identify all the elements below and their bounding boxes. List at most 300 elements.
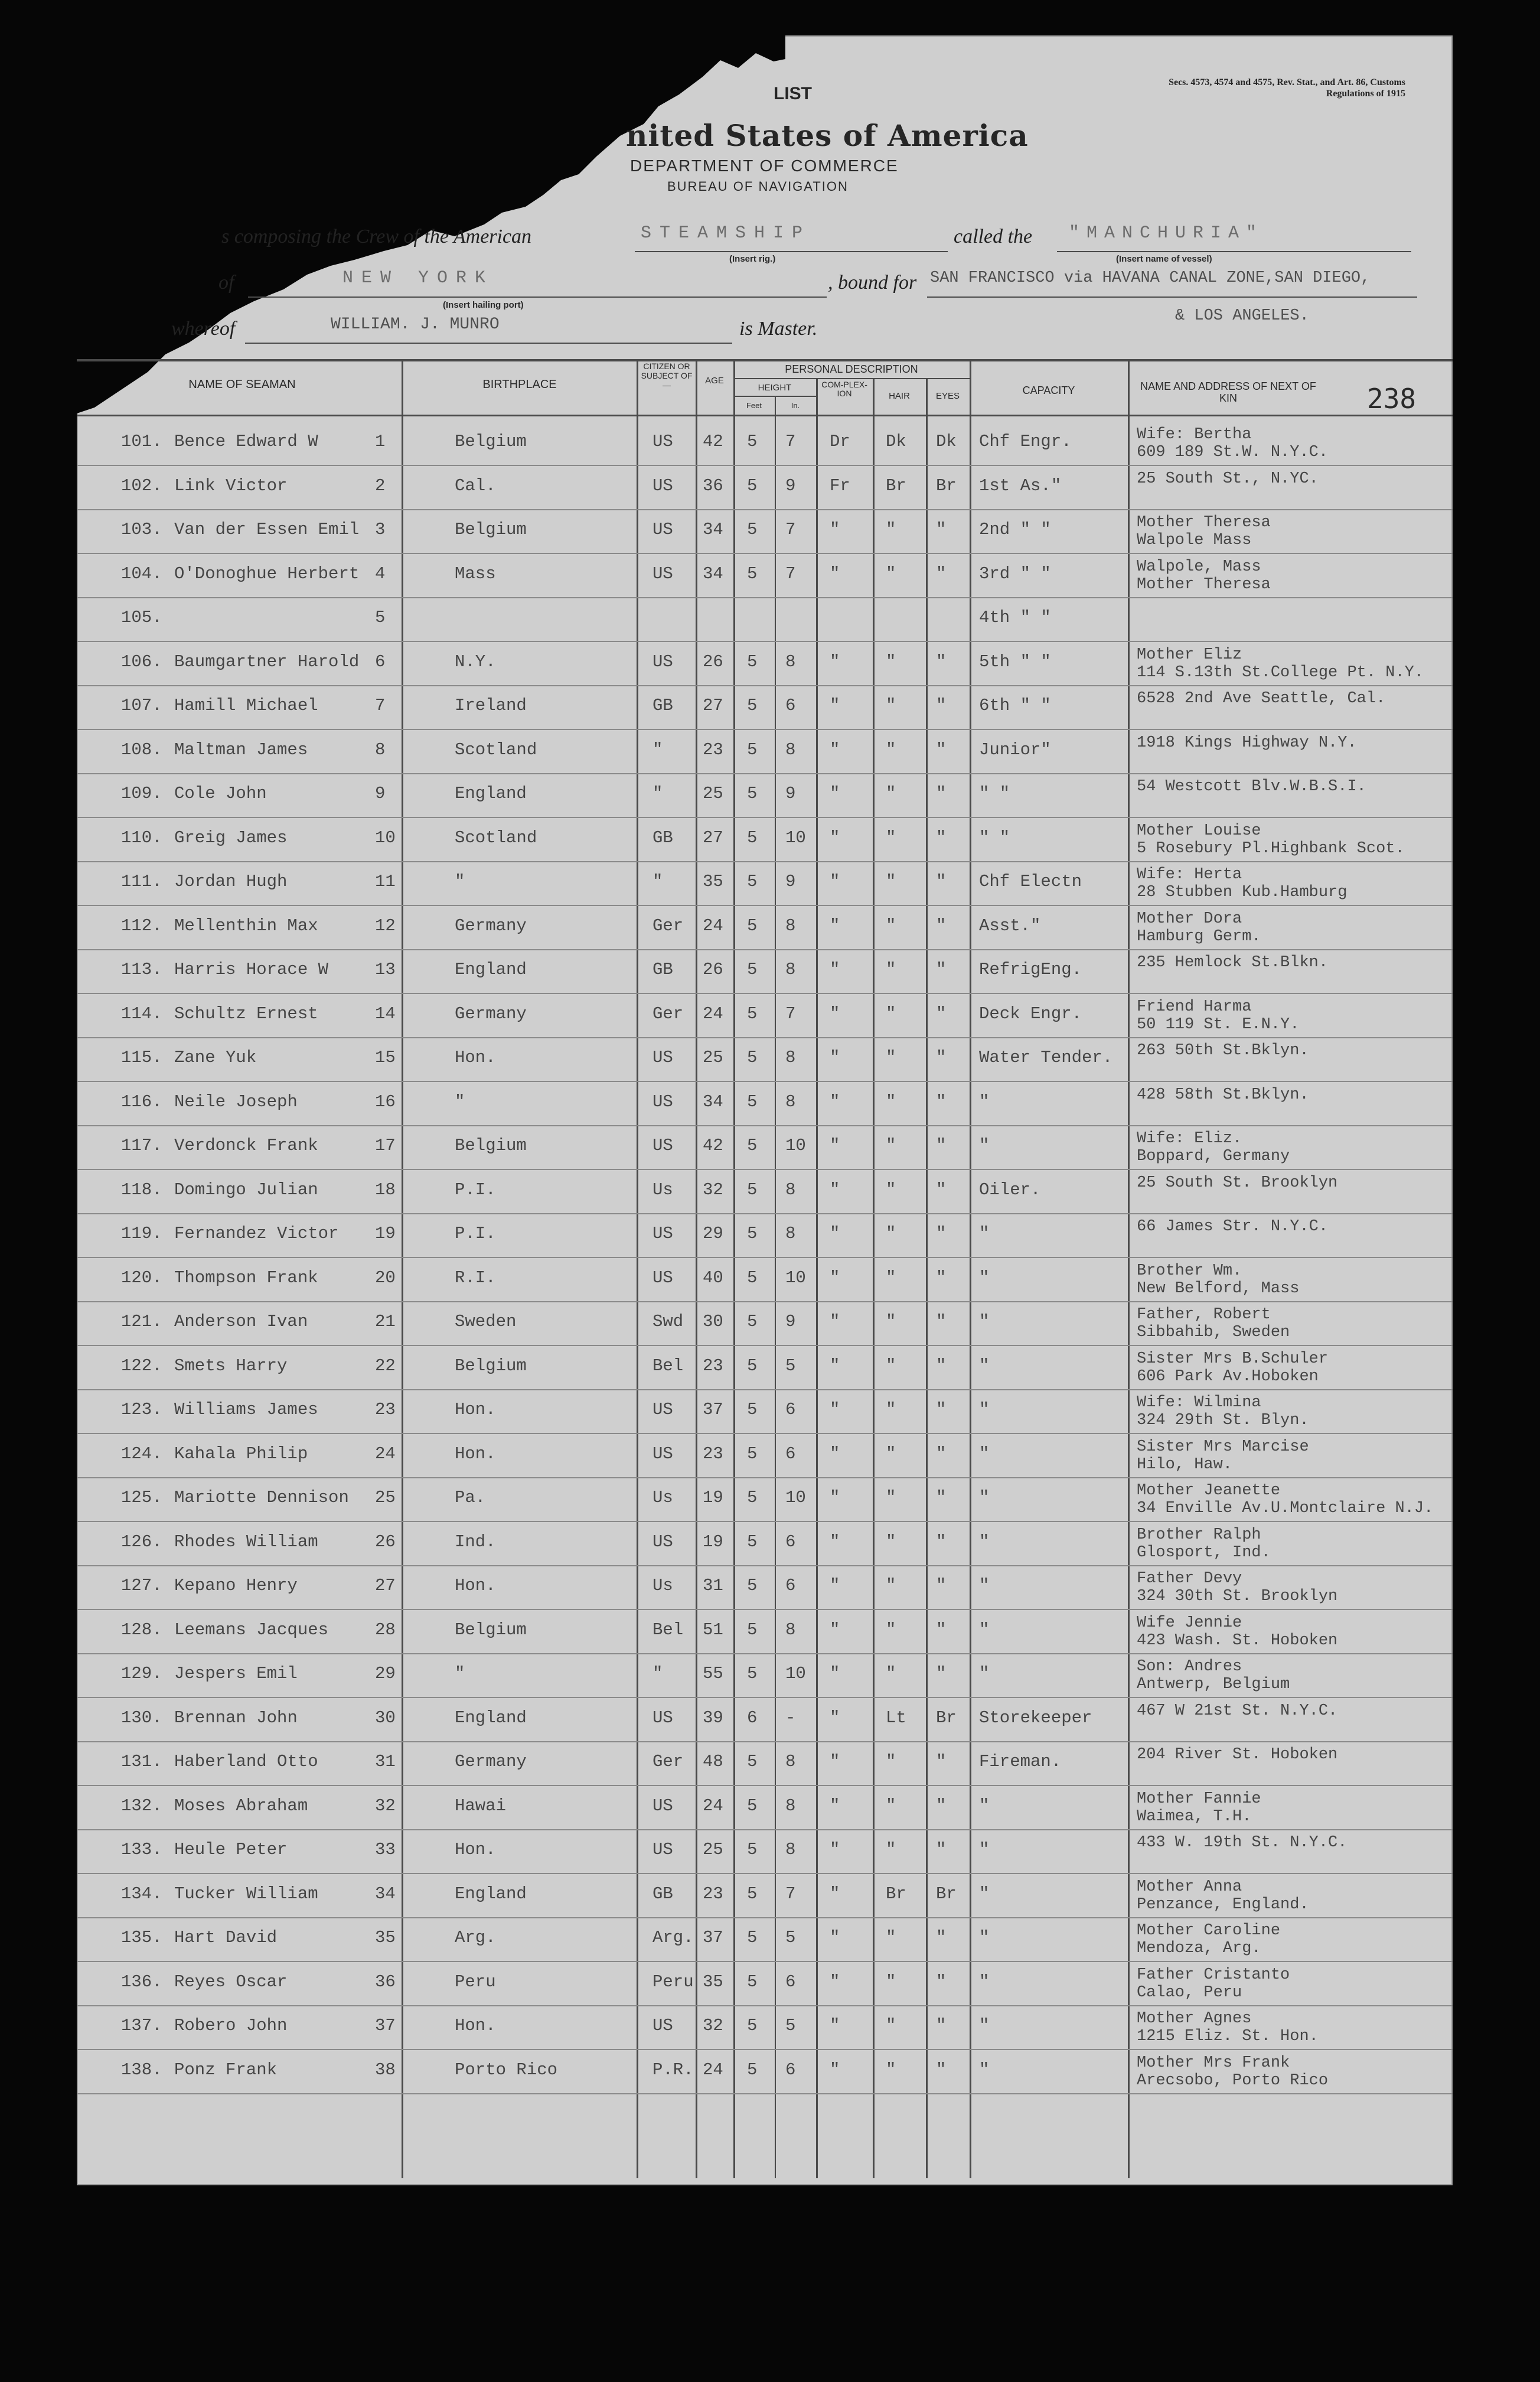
seaman-name: Robero John [174, 2016, 288, 2035]
seaman-name: Jordan Hugh [174, 872, 288, 891]
birthplace: P.I. [455, 1179, 496, 1200]
height-inches: 6 [785, 696, 796, 715]
crew-table [77, 422, 1453, 2176]
col-capacity: CAPACITY [1022, 384, 1075, 396]
table-row [77, 1390, 1453, 1434]
seaman-name: Maltman James [174, 739, 308, 760]
master-name: WILLIAM. J. MUNRO [331, 315, 500, 334]
height-feet: 5 [747, 432, 758, 451]
capacity: Junior" [979, 739, 1051, 760]
next-of-kin-line-2: Hamburg Germ. [1137, 927, 1261, 946]
birthplace: P.I. [455, 1224, 496, 1243]
is-master-label: is Master. [739, 318, 818, 340]
birthplace: Pa. [455, 1488, 486, 1507]
height-inches: 8 [785, 1752, 796, 1771]
capacity: 5th " " [979, 651, 1051, 672]
height-feet: 5 [747, 563, 758, 584]
eyes: " [936, 1664, 947, 1683]
complexion: " [830, 1488, 840, 1507]
next-of-kin-line-2: 609 189 St.W. N.Y.C. [1137, 444, 1329, 461]
hair: " [886, 1091, 896, 1112]
row-number: 112. [121, 915, 162, 936]
height-feet: 5 [747, 960, 758, 979]
height-feet: 5 [747, 1136, 758, 1155]
next-of-kin-line-1: Brother Wm. [1137, 1262, 1242, 1280]
seaman-name: Reyes Oscar [174, 1972, 288, 1992]
capacity: Asst." [979, 915, 1041, 936]
citizenship: US [652, 475, 673, 496]
birthplace: Cal. [455, 475, 496, 496]
seaman-name: O'Donoghue Herbert [174, 563, 360, 584]
capacity: " [979, 1840, 990, 1859]
citizenship: Us [652, 1576, 673, 1595]
line-number: 23 [375, 1400, 396, 1419]
birthplace: Ind. [455, 1531, 496, 1552]
birthplace: Belgium [455, 1355, 527, 1376]
complexion: " [830, 1443, 840, 1464]
table-row [77, 643, 1453, 686]
complexion: " [830, 1796, 840, 1816]
height-inches: 6 [785, 2060, 796, 2080]
age: 35 [703, 872, 723, 891]
row-number: 106. [121, 651, 162, 672]
seaman-name: Tucker William [174, 1884, 318, 1904]
height-inches: 5 [785, 2016, 796, 2035]
line-number: 11 [375, 872, 396, 891]
seaman-name: Harris Horace W [174, 960, 329, 979]
citizenship: US [652, 1048, 673, 1067]
eyes: " [936, 1048, 947, 1067]
col-inches: In. [791, 401, 800, 410]
table-row [77, 598, 1453, 642]
next-of-kin-line-1: 66 James Str. N.Y.C. [1137, 1218, 1329, 1236]
seaman-name: Jespers Emil [174, 1664, 298, 1683]
height-inches: 8 [785, 1224, 796, 1243]
eyes: Br [936, 1708, 957, 1728]
next-of-kin-line-1: Sister Mrs B.Schuler [1137, 1350, 1329, 1368]
seaman-name: Fernandez Victor [174, 1224, 339, 1243]
birthplace: Belgium [455, 1136, 527, 1155]
next-of-kin-line-2: 423 Wash. St. Hoboken [1137, 1631, 1338, 1650]
birthplace: England [455, 784, 527, 803]
hair: " [886, 2060, 896, 2080]
age: 27 [703, 827, 723, 848]
height-feet: 5 [747, 1355, 758, 1376]
complexion: " [830, 872, 840, 891]
row-number: 137. [121, 2016, 162, 2035]
line-number: 2 [375, 475, 386, 496]
hair: " [886, 1972, 896, 1992]
age: 36 [703, 475, 723, 496]
height-feet: 5 [747, 1179, 758, 1200]
birthplace: Hawai [455, 1796, 507, 1816]
height-inches: 8 [785, 739, 796, 760]
seaman-name: Mariotte Dennison [174, 1488, 349, 1507]
line-number: 29 [375, 1664, 396, 1683]
age: 34 [703, 520, 723, 539]
next-of-kin-line-1: 25 South St., N.YC. [1137, 470, 1319, 488]
row-number: 129. [121, 1664, 162, 1683]
citizenship: US [652, 1091, 673, 1112]
hair: " [886, 872, 896, 891]
age: 27 [703, 696, 723, 715]
height-inches: 8 [785, 1620, 796, 1640]
height-feet: 5 [747, 696, 758, 715]
next-of-kin-line-2: 5 Rosebury Pl.Highbank Scot. [1137, 839, 1405, 858]
birthplace: Mass [455, 563, 496, 584]
birthplace: N.Y. [455, 651, 496, 672]
next-of-kin-line-1: Mother Dora [1137, 910, 1242, 928]
line-number: 38 [375, 2060, 396, 2080]
capacity: " [979, 1531, 990, 1552]
next-of-kin-line-2: Glosport, Ind. [1137, 1543, 1271, 1562]
height-inches: - [785, 1708, 796, 1728]
age: 25 [703, 1840, 723, 1859]
age: 37 [703, 1928, 723, 1947]
next-of-kin-line-1: Son: Andres [1137, 1658, 1242, 1676]
birthplace: Scotland [455, 827, 537, 848]
citizenship: " [652, 872, 663, 891]
line-number: 21 [375, 1312, 396, 1331]
next-of-kin-line-2: Hilo, Haw. [1137, 1455, 1233, 1474]
table-row [77, 1611, 1453, 1654]
height-feet: 5 [747, 651, 758, 672]
row-number: 101. [121, 432, 162, 451]
birthplace: Peru [455, 1972, 496, 1992]
capacity: " [979, 1664, 990, 1683]
age: 39 [703, 1708, 723, 1728]
next-of-kin-line-1: Mother Caroline [1137, 1922, 1281, 1940]
citizenship: Us [652, 1488, 673, 1507]
line-number: 30 [375, 1708, 396, 1728]
seaman-name: Brennan John [174, 1708, 298, 1728]
age: 23 [703, 1443, 723, 1464]
next-of-kin-line-1: Sister Mrs Marcise [1137, 1438, 1309, 1456]
eyes: " [936, 2060, 947, 2080]
row-number: 131. [121, 1752, 162, 1771]
line-number: 6 [375, 651, 386, 672]
next-of-kin-line-1: Wife: Bertha [1137, 426, 1252, 444]
table-row [77, 1918, 1453, 1962]
capacity: " [979, 1267, 990, 1288]
table-row [77, 1523, 1453, 1566]
next-of-kin-line-2: Penzance, England. [1137, 1895, 1309, 1914]
height-feet: 5 [747, 1664, 758, 1683]
complexion: " [830, 1179, 840, 1200]
next-of-kin-line-1: 467 W 21st St. N.Y.C. [1137, 1702, 1338, 1720]
age: 35 [703, 1972, 723, 1992]
birthplace: Hon. [455, 2016, 496, 2035]
age: 26 [703, 960, 723, 979]
hair: " [886, 739, 896, 760]
hair: Lt [886, 1708, 906, 1728]
row-number: 102. [121, 475, 162, 496]
birthplace: " [455, 1664, 465, 1683]
table-row [77, 1214, 1453, 1258]
line-number: 14 [375, 1003, 396, 1024]
table-row [77, 467, 1453, 510]
line-number: 36 [375, 1972, 396, 1992]
seaman-name: Heule Peter [174, 1840, 288, 1859]
table-row [77, 1742, 1453, 1786]
hair: Dk [886, 432, 906, 451]
eyes: " [936, 1796, 947, 1816]
hair: " [886, 1267, 896, 1288]
complexion: " [830, 1048, 840, 1067]
row-number: 120. [121, 1267, 162, 1288]
hair: " [886, 1400, 896, 1419]
line-number: 32 [375, 1796, 396, 1816]
height-feet: 5 [747, 1796, 758, 1816]
row-number: 126. [121, 1531, 162, 1552]
height-inches: 5 [785, 1355, 796, 1376]
table-row [77, 1875, 1453, 1918]
capacity: 1st As." [979, 475, 1062, 496]
age: 23 [703, 739, 723, 760]
eyes: " [936, 739, 947, 760]
complexion: " [830, 1400, 840, 1419]
height-feet: 5 [747, 1840, 758, 1859]
hair: " [886, 960, 896, 979]
eyes: " [936, 563, 947, 584]
complexion: " [830, 563, 840, 584]
eyes: " [936, 696, 947, 715]
citizenship: Arg. [652, 1928, 694, 1947]
row-number: 133. [121, 1840, 162, 1859]
line-number: 5 [375, 608, 386, 627]
next-of-kin-line-2: Mother Theresa [1137, 575, 1271, 594]
complexion: " [830, 784, 840, 803]
next-of-kin-line-1: 1918 Kings Highway N.Y. [1137, 734, 1357, 752]
hailing-port: NEW YORK [342, 268, 494, 288]
height-feet: 5 [747, 739, 758, 760]
eyes: " [936, 784, 947, 803]
eyes: " [936, 1136, 947, 1155]
birthplace: Arg. [455, 1928, 496, 1947]
hair: " [886, 696, 896, 715]
capacity: " [979, 1312, 990, 1331]
eyes: " [936, 1091, 947, 1112]
next-of-kin-line-2: 324 29th St. Blyn. [1137, 1412, 1309, 1429]
citizenship: " [652, 739, 663, 760]
capacity: RefrigEng. [979, 960, 1082, 979]
eyes: " [936, 915, 947, 936]
hair: " [886, 520, 896, 539]
height-feet: 5 [747, 1267, 758, 1288]
capacity: " [979, 1488, 990, 1507]
citizenship: US [652, 1224, 673, 1243]
age: 34 [703, 1091, 723, 1112]
row-number: 122. [121, 1355, 162, 1376]
row-number: 128. [121, 1620, 162, 1640]
rig-value: STEAMSHIP [641, 223, 811, 243]
height-feet: 5 [747, 1400, 758, 1419]
height-inches: 8 [785, 915, 796, 936]
age: 24 [703, 1796, 723, 1816]
row-number: 117. [121, 1136, 162, 1155]
col-height: HEIGHT [758, 383, 792, 393]
seaman-name: Schultz Ernest [174, 1003, 318, 1024]
next-of-kin-line-2: Mendoza, Arg. [1137, 1940, 1261, 1957]
seaman-name: Domingo Julian [174, 1179, 318, 1200]
capacity: " [979, 1796, 990, 1816]
destination-line-2: & LOS ANGELES. [1175, 307, 1309, 325]
hair: " [886, 1928, 896, 1947]
complexion: Fr [830, 475, 850, 496]
table-row [77, 1699, 1453, 1742]
hair: " [886, 1443, 896, 1464]
line-number: 18 [375, 1179, 396, 1200]
seaman-name: Bence Edward W [174, 432, 318, 451]
age: 24 [703, 915, 723, 936]
table-row [77, 731, 1453, 774]
col-feet: Feet [746, 401, 762, 410]
complexion: " [830, 520, 840, 539]
hair: " [886, 1752, 896, 1771]
height-inches: 6 [785, 1972, 796, 1992]
height-feet: 5 [747, 872, 758, 891]
capacity: 2nd " " [979, 520, 1051, 539]
row-number: 123. [121, 1400, 162, 1419]
seaman-name: Haberland Otto [174, 1752, 318, 1771]
row-number: 110. [121, 827, 162, 848]
complexion: " [830, 1708, 840, 1728]
seaman-name: Smets Harry [174, 1355, 288, 1376]
row-number: 115. [121, 1048, 162, 1067]
complexion: " [830, 2060, 840, 2080]
age: 29 [703, 1224, 723, 1243]
table-row [77, 2051, 1453, 2094]
row-number: 105. [121, 608, 162, 627]
table-row [77, 1259, 1453, 1302]
capacity: " [979, 1576, 990, 1595]
complexion: " [830, 960, 840, 979]
next-of-kin-line-2: Sibbahib, Sweden [1137, 1324, 1290, 1341]
next-of-kin-line-1: 54 Westcott Blv.W.B.S.I. [1137, 778, 1366, 796]
line-number: 8 [375, 739, 386, 760]
table-row [77, 510, 1453, 554]
col-next-of-kin: NAME AND ADDRESS OF NEXT OF KIN [1140, 380, 1316, 404]
height-inches: 8 [785, 1179, 796, 1200]
birthplace: Sweden [455, 1312, 517, 1331]
line-number: 33 [375, 1840, 396, 1859]
age: 55 [703, 1664, 723, 1683]
row-number: 111. [121, 872, 162, 891]
table-row [77, 1963, 1453, 2006]
seaman-name: Zane Yuk [174, 1048, 257, 1067]
height-feet: 5 [747, 1928, 758, 1947]
height-inches: 9 [785, 1312, 796, 1331]
next-of-kin-line-1: Wife: Herta [1137, 866, 1242, 884]
col-citizen: CITIZEN OR SUBJECT OF— [641, 361, 693, 390]
next-of-kin-line-2: Waimea, T.H. [1137, 1807, 1252, 1826]
hair: Br [886, 1884, 906, 1904]
next-of-kin-line-1: 235 Hemlock St.Blkn. [1137, 954, 1329, 972]
capacity: Storekeeper [979, 1708, 1092, 1728]
capacity: Chf Electn [979, 872, 1082, 891]
eyes: " [936, 1972, 947, 1992]
next-of-kin-line-2: 606 Park Av.Hoboken [1137, 1367, 1319, 1386]
country-title: nited States of America [626, 118, 1029, 153]
height-feet: 5 [747, 1488, 758, 1507]
height-inches: 9 [785, 475, 796, 496]
next-of-kin-line-1: Mother Jeanette [1137, 1482, 1281, 1500]
height-inches: 10 [785, 1664, 806, 1683]
whereof-label: whereof [171, 318, 236, 340]
row-rule [77, 2093, 1453, 2094]
capacity: " [979, 1224, 990, 1243]
seaman-name: Greig James [174, 827, 288, 848]
birthplace: Hon. [455, 1048, 496, 1067]
age: 42 [703, 432, 723, 451]
table-row [77, 555, 1453, 598]
citizenship: Bel [652, 1620, 684, 1640]
next-of-kin-line-1: Mother Eliz [1137, 646, 1242, 664]
seaman-name: Link Victor [174, 475, 288, 496]
next-of-kin-line-1: Wife: Eliz. [1137, 1130, 1242, 1148]
birthplace: Germany [455, 1003, 527, 1024]
height-inches: 8 [785, 1796, 796, 1816]
eyes: " [936, 651, 947, 672]
birthplace: Germany [455, 915, 527, 936]
complexion: " [830, 1091, 840, 1112]
height-feet: 5 [747, 1620, 758, 1640]
height-inches: 8 [785, 1091, 796, 1112]
row-number: 109. [121, 784, 162, 803]
capacity: " " [979, 827, 1010, 848]
seaman-name: Neile Joseph [174, 1091, 298, 1112]
row-number: 113. [121, 960, 162, 979]
table-row [77, 686, 1453, 730]
height-feet: 5 [747, 520, 758, 539]
citizenship: P.R. [652, 2060, 694, 2080]
line-number: 1 [375, 432, 386, 451]
seaman-name: Ponz Frank [174, 2060, 278, 2080]
height-feet: 5 [747, 1003, 758, 1024]
complexion: " [830, 1884, 840, 1904]
hair: " [886, 1620, 896, 1640]
col-hair: HAIR [889, 391, 910, 401]
height-feet: 5 [747, 1224, 758, 1243]
age: 32 [703, 1179, 723, 1200]
page-number: 238 [1367, 383, 1417, 415]
complexion: " [830, 1840, 840, 1859]
birthplace: Hon. [455, 1400, 496, 1419]
height-feet: 5 [747, 784, 758, 803]
next-of-kin-line-2: Boppard, Germany [1137, 1148, 1290, 1165]
eyes: " [936, 1620, 947, 1640]
citizenship: GB [652, 827, 673, 848]
seaman-name: Hamill Michael [174, 696, 318, 715]
eyes: " [936, 1443, 947, 1464]
table-row [77, 1478, 1453, 1522]
table-row [77, 774, 1453, 818]
citizenship: US [652, 651, 673, 672]
next-of-kin-line-2: 34 Enville Av.U.Montclaire N.J. [1137, 1500, 1434, 1517]
line-number: 34 [375, 1884, 396, 1904]
line-number: 7 [375, 696, 386, 715]
capacity: Oiler. [979, 1179, 1041, 1200]
eyes: " [936, 1003, 947, 1024]
seaman-name: Leemans Jacques [174, 1620, 329, 1640]
hair: " [886, 1488, 896, 1507]
col-complexion: COM-PLEX-ION [821, 380, 867, 398]
height-feet: 5 [747, 1752, 758, 1771]
citizenship: Ger [652, 1003, 684, 1024]
next-of-kin-line-1: Mother Fannie [1137, 1790, 1261, 1808]
complexion: " [830, 1928, 840, 1947]
citizenship: Ger [652, 1752, 684, 1771]
